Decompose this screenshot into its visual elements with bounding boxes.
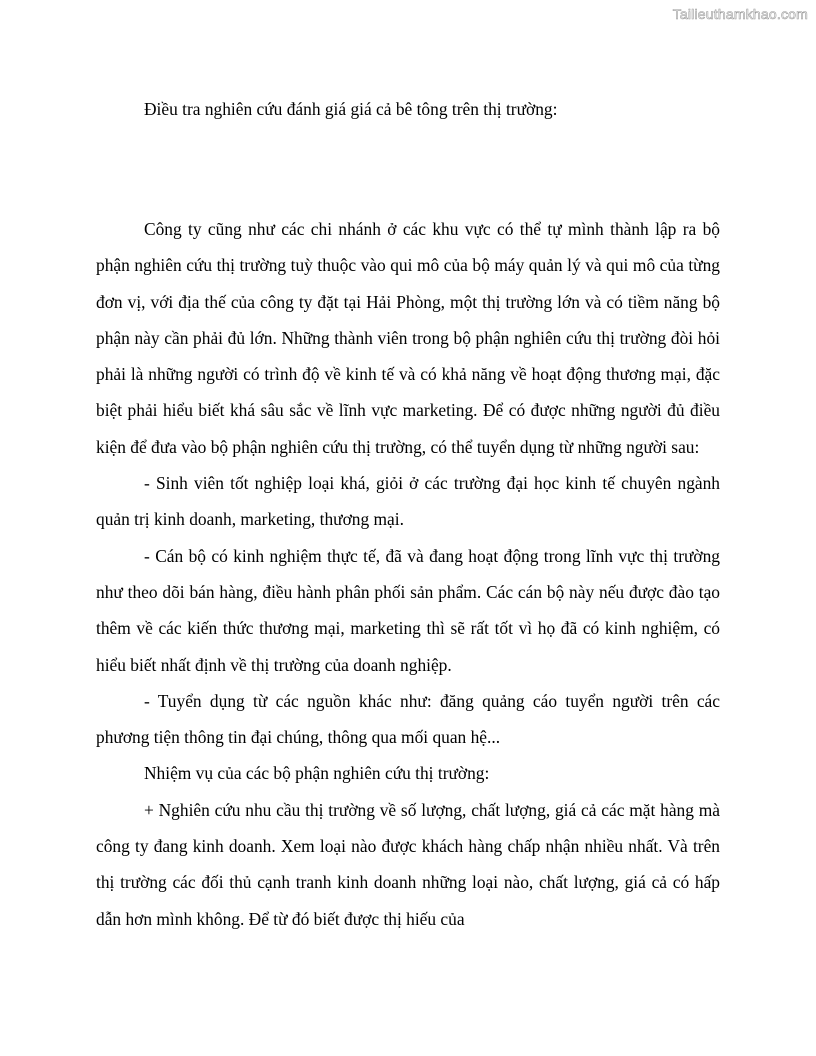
document-body: [96, 211, 720, 937]
paragraph-bullet-staff: - Cán bộ có kinh nghiệm thực tế, đã và đang hoạt động trong lĩnh vực thị trường như theo dõi bán hàng, điều hành phân phối sản phẩm. Các cán bộ này nếu được đào tạo thêm về các kiến thức thương mại, marketing thì sẽ rất tốt vì họ đã có kinh nghiệm, có hiểu biết nhất định về thị trường của doanh nghiệp.: [96, 545, 720, 675]
document-page: [96, 91, 720, 937]
section-heading: Điều tra nghiên cứu đánh giá giá cả bê tông trên thị trường:: [144, 99, 558, 119]
paragraph-bullet-other-sources: - Tuyển dụng từ các nguồn khác như: đăng quảng cáo tuyển người trên các phương tiện thông tin đại chúng, thông qua mối quan hệ...: [96, 690, 720, 748]
paragraph-bullet-students: - Sinh viên tốt nghiệp loại khá, giỏi ở các trường đại học kinh tế chuyên ngành quản trị kinh doanh, marketing, thương mại.: [96, 473, 720, 530]
paragraph-task-demand-research: + Nghiên cứu nhu cầu thị trường về số lượng, chất lượng, giá cả các mặt hàng mà công ty đang kinh doanh. Xem loại nào được khách hàng chấp nhận nhiều nhất. Và trên thị trường các đối thủ cạnh tranh kinh doanh những loại nào, chất lượng, giá cả có hấp dẫn hơn mình không. Để từ đó biết được thị hiếu của: [96, 799, 720, 929]
paragraph-tasks-heading: Nhiệm vụ của các bộ phận nghiên cứu thị trường:: [144, 763, 490, 784]
watermark-text: Tailieuthamkhao.com: [672, 6, 808, 22]
paragraph-intro: Công ty cũng như các chi nhánh ở các khu vực có thể tự mình thành lập ra bộ phận nghiên cứu thị trường tuỳ thuộc vào qui mô của bộ máy quản lý và qui mô của từng đơn vị, với địa thế của công ty đặt tại Hải Phòng, một thị trường lớn và có tiềm năng bộ phận này cần phải đủ lớn. Những thành viên trong bộ phận nghiên cứu thị trường đòi hỏi phải là những người có trình độ về kinh tế và có khả năng về hoạt động thương mại, đặc biệt phải hiểu biết khá sâu sắc về lĩnh vực marketing. Để có được những người đủ điều kiện để đưa vào bộ phận nghiên cứu thị trường, có thể tuyển dụng từ những người sau:: [96, 219, 720, 457]
